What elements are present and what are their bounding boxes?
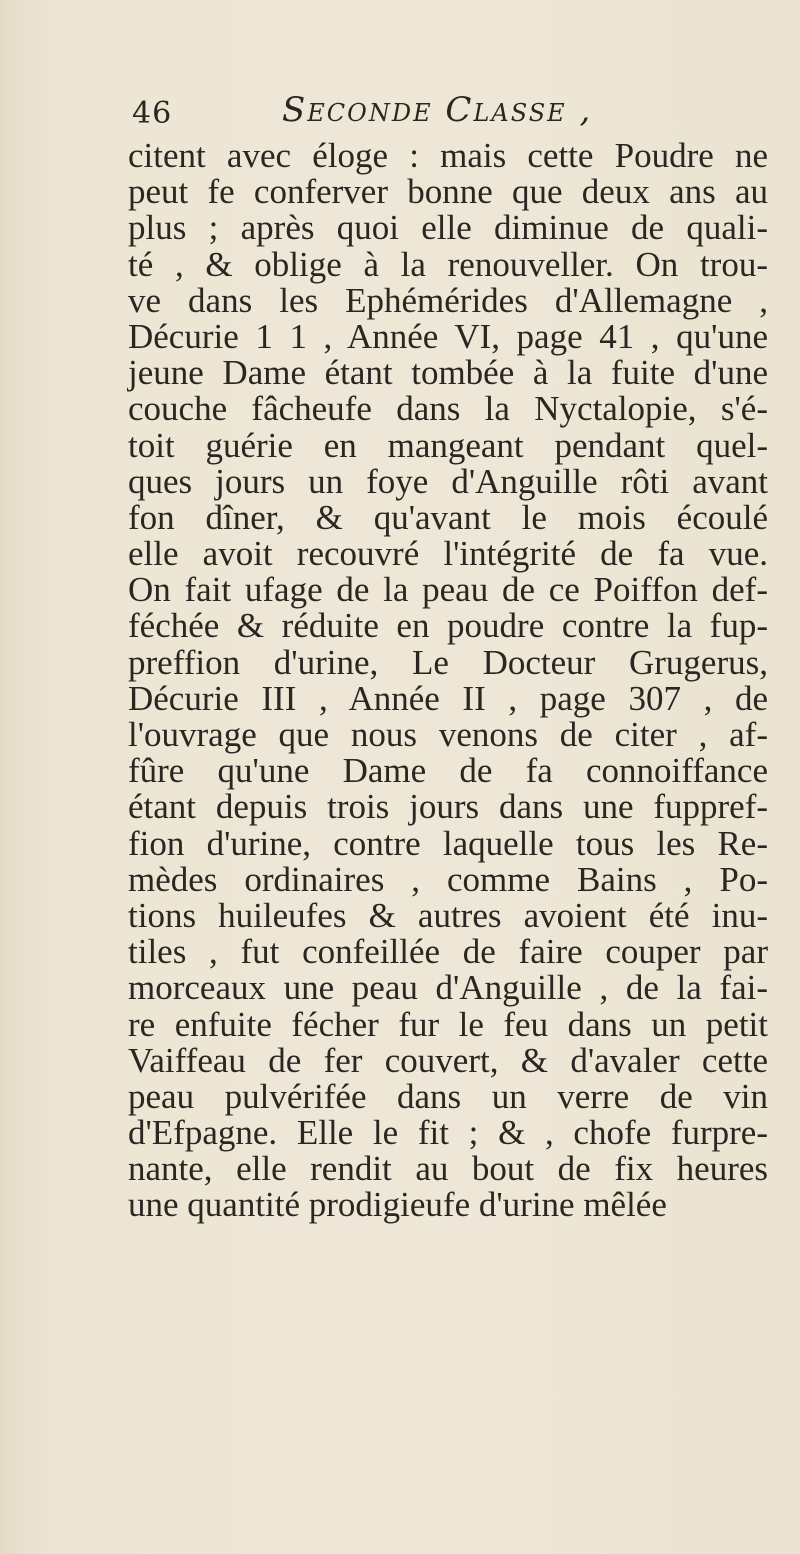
text-line: nante, elle rendit au bout de fix heures — [128, 1149, 768, 1189]
text-line: té , & oblige à la renouveller. On trou- — [128, 244, 768, 284]
text-line: peut fe conferver bonne que deux ans au — [128, 172, 768, 212]
text-line: fon dîner, & qu'avant le mois écoulé — [128, 497, 768, 537]
text-line: fûre qu'une Dame de fa connoiffance — [128, 751, 768, 791]
text-line: Vaiffeau de fer couvert, & d'avaler cette — [128, 1040, 768, 1080]
text-line: l'ouvrage que nous venons de citer , af- — [128, 715, 768, 754]
text-line: On fait ufage de la peau de ce Poiffon def- — [128, 570, 768, 610]
text-line: ques jours un foye d'Anguille rôti avant — [128, 461, 768, 501]
text-line: citent avec éloge : mais cette Poudre ne — [128, 136, 768, 175]
text-line: tiles , fut confeillée de faire couper par — [128, 932, 768, 972]
text-line: re enfuite fécher fur le feu dans un petit — [128, 1004, 768, 1044]
text-line: mèdes ordinaires , comme Bains , Po- — [128, 859, 768, 899]
text-line: plus ; après quoi elle diminue de quali- — [128, 208, 768, 248]
text-line: elle avoit recouvré l'intégrité de fa vue. — [128, 534, 768, 574]
text-line: toit guérie en mangeant pendant quel- — [128, 425, 768, 465]
text-line: preffion d'urine, Le Docteur Grugerus, — [128, 642, 768, 682]
page-number: 46 — [132, 96, 173, 131]
running-head: Seconde Classe , — [282, 90, 593, 130]
text-line: féchée & réduite en poudre contre la fup- — [128, 606, 768, 646]
text-line: couche fâcheufe dans la Nyctalopie, s'é- — [128, 389, 768, 429]
text-line: ve dans les Ephémérides d'Allemagne , — [128, 280, 768, 320]
text-line: fion d'urine, contre laquelle tous les Re- — [128, 823, 768, 863]
text-line: peau pulvérifée dans un verre de vin — [128, 1076, 768, 1116]
text-line: une quantité prodigieufe d'urine mêlée — [128, 1185, 667, 1225]
text-line: Décurie 1 1 , Année VI, page 41 , qu'une — [128, 316, 768, 356]
page-header — [132, 90, 772, 134]
body-text — [128, 138, 768, 1224]
text-line: jeune Dame étant tombée à la fuite d'une — [128, 353, 768, 393]
text-line: Décurie III , Année II , page 307 , de — [128, 678, 768, 718]
text-line: morceaux une peau d'Anguille , de la fai- — [128, 968, 768, 1008]
text-line: d'Efpagne. Elle le fit ; & , chofe furpre- — [128, 1113, 768, 1153]
text-line: tions huileufes & autres avoient été inu- — [128, 895, 768, 935]
text-line: étant depuis trois jours dans une fuppref- — [128, 787, 768, 827]
